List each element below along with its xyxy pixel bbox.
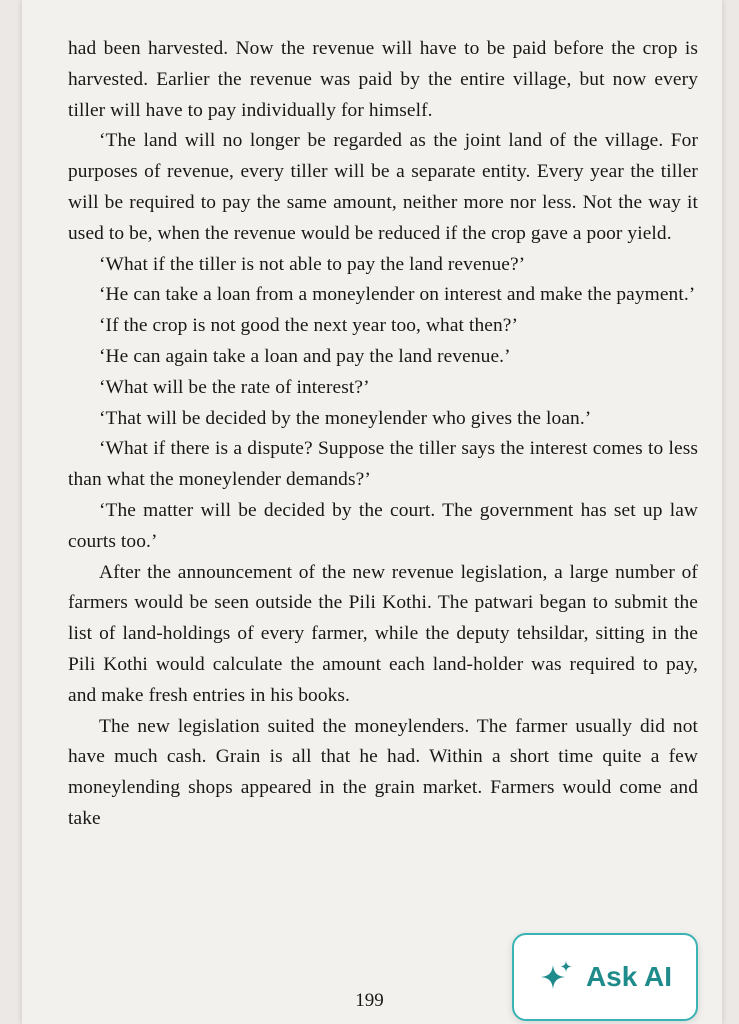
- paragraph: ‘The land will no longer be regarded as the joint land of the village. For purposes of revenue, every tiller will be a separate entity. Every year the tiller will be required to pay the same amount, neither more nor less. Not the way it used to be, when the revenue would be reduced if the crop gave a poor yield.: [68, 130, 698, 244]
- paragraph: ‘He can take a loan from a moneylender on interest and make the payment.’: [99, 284, 696, 306]
- ask-ai-label: Ask AI: [585, 961, 673, 992]
- paragraph: ‘What if the tiller is not able to pay the land revenue?’: [99, 253, 526, 275]
- page-number: 199: [355, 990, 384, 1011]
- paragraph: ‘The matter will be decided by the court. The government has set up law courts too.’: [68, 499, 698, 552]
- paragraph: had been harvested. Now the revenue will have to be paid before the crop is harvested. Earlier the revenue was paid by the entire village, but now every tiller will have to pay individually for himself.: [68, 38, 698, 121]
- book-page: [22, 0, 722, 1024]
- paragraph: ‘That will be decided by the moneylender who gives the loan.’: [99, 407, 592, 429]
- paragraph: ‘If the crop is not good the next year too, what then?’: [99, 315, 519, 337]
- ask-ai-button[interactable]: [512, 933, 698, 1021]
- paragraph: ‘He can again take a loan and pay the land revenue.’: [99, 345, 511, 367]
- paragraph: The new legislation suited the moneylenders. The farmer usually did not have much cash. Grain is all that he had. Within a short time quite a few moneylending shops appeared in the grain market. Farmers would come and take: [68, 715, 698, 829]
- sparkle-icon: [538, 959, 574, 995]
- paragraph: ‘What if there is a dispute? Suppose the tiller says the interest comes to less than what the moneylender demands?’: [68, 438, 698, 491]
- paragraph: ‘What will be the rate of interest?’: [99, 376, 370, 398]
- paragraph: After the announcement of the new revenue legislation, a large number of farmers would be seen outside the Pili Kothi. The patwari began to submit the list of land-holdings of every farmer, while the deputy tehsildar, sitting in the Pili Kothi would calculate the amount each land-holder was required to pay, and make fresh entries in his books.: [68, 561, 698, 706]
- page-text: [68, 34, 698, 835]
